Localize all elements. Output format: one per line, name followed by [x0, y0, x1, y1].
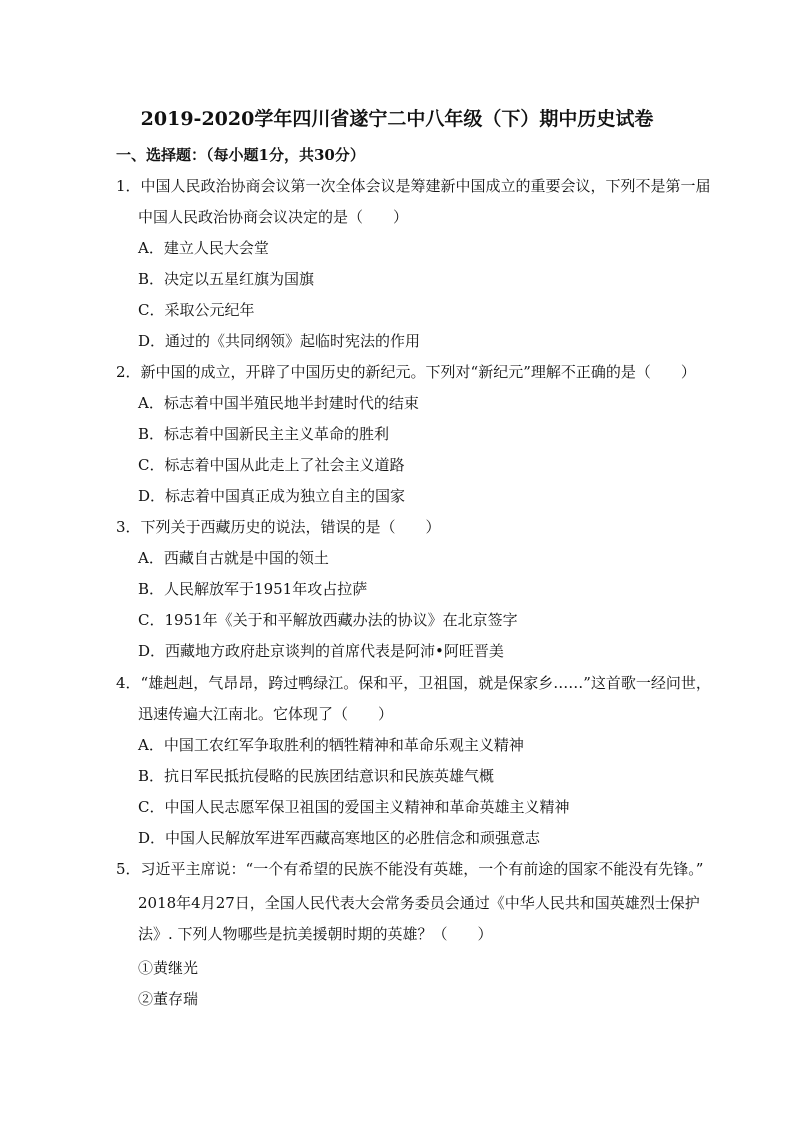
- exam-title: 2019-2020学年四川省遂宁二中八年级（下）期中历史试卷: [140, 108, 654, 130]
- question-1-option-d: D．通过的《共同纲领》起临时宪法的作用: [138, 332, 421, 350]
- question-4-stem-line-2: 迅速传遍大江南北。它体现了（ ）: [138, 705, 394, 723]
- question-1-stem-line-2: 中国人民政治协商会议决定的是（ ）: [138, 208, 409, 226]
- question-1-option-b: B．决定以五星红旗为国旗: [138, 270, 315, 288]
- question-3-option-a: A．西藏自古就是中国的领土: [138, 549, 329, 567]
- section-heading: 一、选择题：（每小题1分，共30分）: [116, 146, 365, 164]
- question-3-stem-line-1: 3．下列关于西藏历史的说法，错误的是（ ）: [116, 518, 441, 536]
- question-2-stem-line-1: 2．新中国的成立，开辟了中国历史的新纪元。下列对“新纪元”理解不正确的是（ ）: [116, 363, 696, 381]
- question-5-stem-line-2: 2018年4月27日，全国人民代表大会常务委员会通过《中华人民共和国英雄烈士保护: [138, 894, 700, 912]
- question-2-option-c: C．标志着中国从此走上了社会主义道路: [138, 456, 405, 474]
- question-3-option-b: B．人民解放军于1951年攻占拉萨: [138, 580, 368, 598]
- question-5-option-2: ②董存瑞: [138, 990, 199, 1008]
- question-4-option-d: D．中国人民解放军进军西藏高寒地区的必胜信念和顽强意志: [138, 829, 541, 847]
- question-5-stem-line-3: 法》. 下列人物哪些是抗美援朝时期的英雄？（ ）: [138, 925, 493, 943]
- question-4-option-b: B．抗日军民抵抗侵略的民族团结意识和民族英雄气概: [138, 767, 495, 785]
- question-4-option-c: C．中国人民志愿军保卫祖国的爱国主义精神和革命英雄主义精神: [138, 798, 570, 816]
- question-5-stem-line-1: 5．习近平主席说：“一个有希望的民族不能没有英雄，一个有前途的国家不能没有先锋。”: [116, 860, 704, 878]
- question-1-stem-line-1: 1．中国人民政治协商会议第一次全体会议是筹建新中国成立的重要会议，下列不是第一届: [116, 177, 711, 195]
- question-2-option-d: D．标志着中国真正成为独立自主的国家: [138, 487, 406, 505]
- question-2-option-b: B．标志着中国新民主主义革命的胜利: [138, 425, 390, 443]
- question-1-option-a: A．建立人民大会堂: [138, 239, 269, 257]
- question-4-option-a: A．中国工农红军争取胜利的牺牲精神和革命乐观主义精神: [138, 736, 524, 754]
- question-5-option-1: ①黄继光: [138, 959, 199, 977]
- question-2-option-a: A．标志着中国半殖民地半封建时代的结束: [138, 394, 419, 412]
- question-3-option-c: C．1951年《关于和平解放西藏办法的协议》在北京签字: [138, 611, 518, 629]
- question-4-stem-line-1: 4．“雄赳赳，气昂昂，跨过鸭绿江。保和平，卫祖国，就是保家乡……”这首歌一经问世，: [116, 674, 711, 692]
- question-1-option-c: C．采取公元纪年: [138, 301, 255, 319]
- question-3-option-d: D．西藏地方政府赴京谈判的首席代表是阿沛•阿旺晋美: [138, 642, 504, 660]
